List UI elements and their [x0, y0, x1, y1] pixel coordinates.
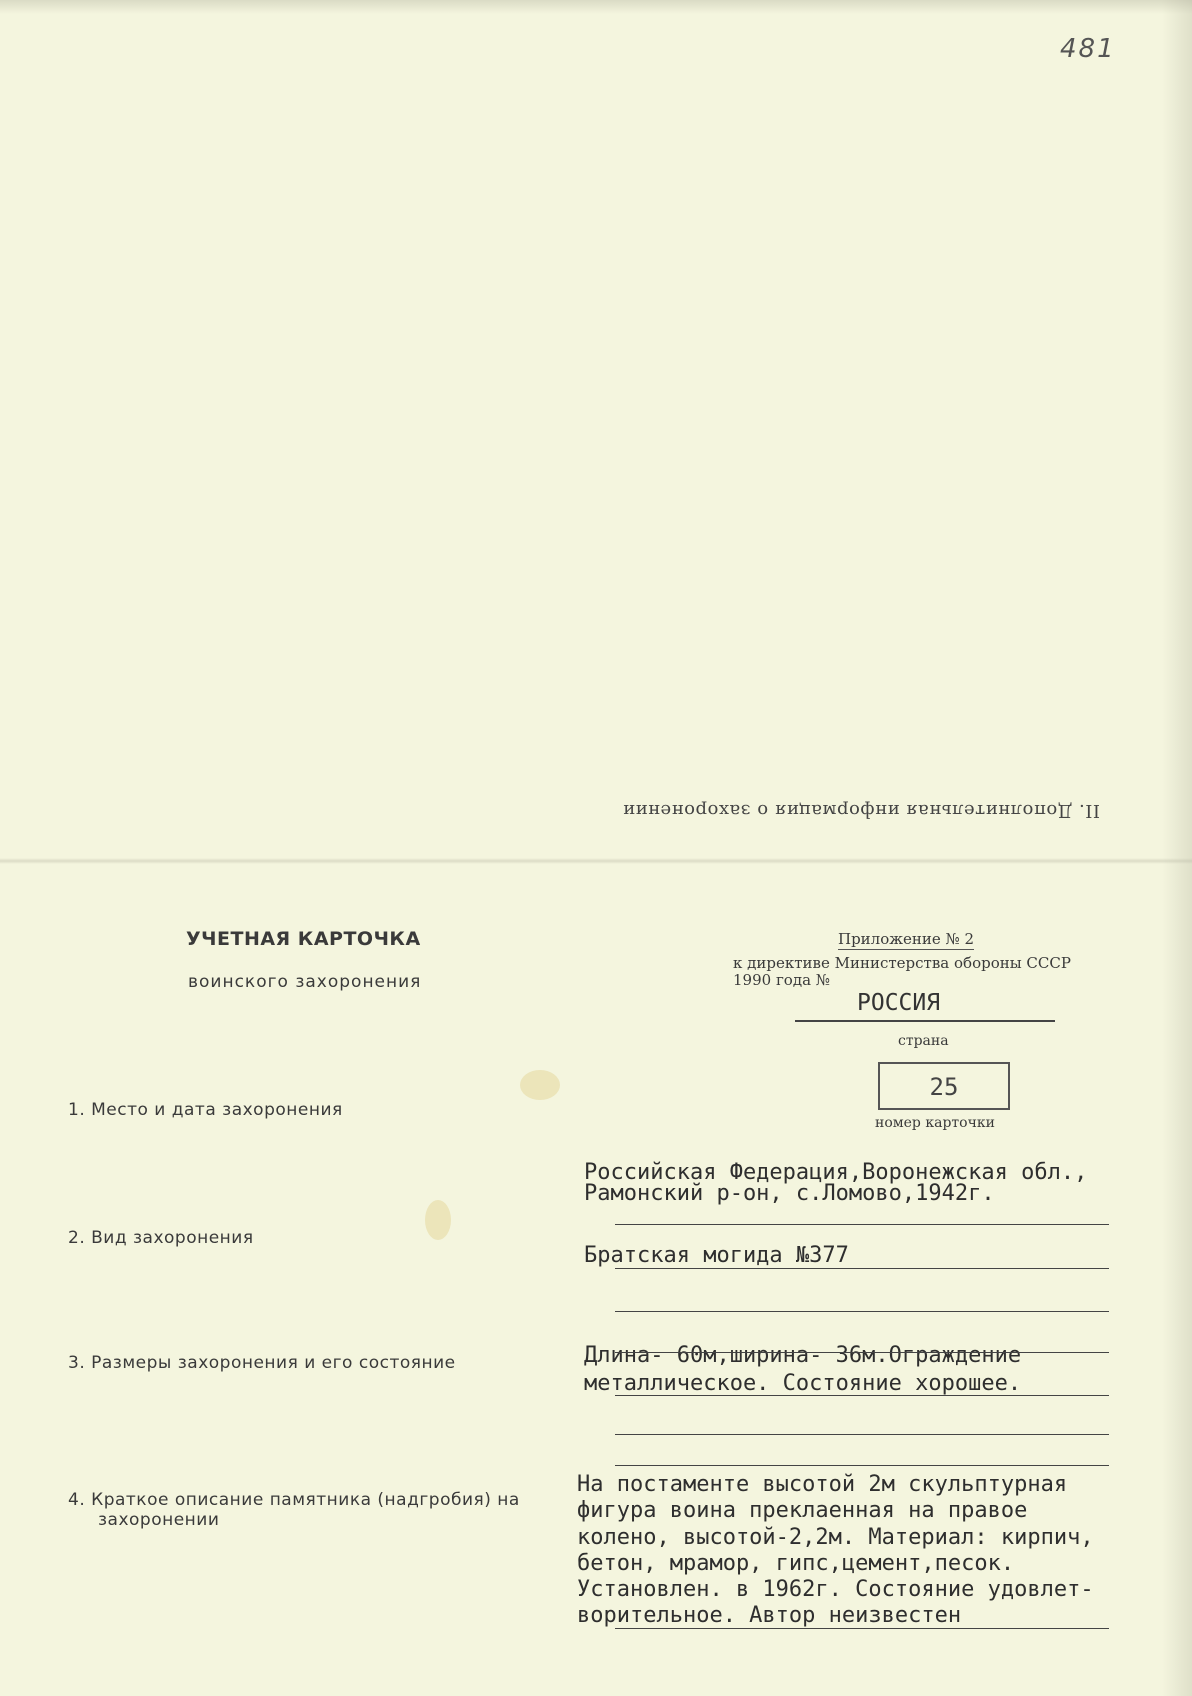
appendix-line: к директиве Министерства обороны СССР	[733, 954, 1071, 972]
card-title: УЧЕТНАЯ КАРТОЧКА	[186, 928, 421, 950]
field-value-line: Длина- 60м,ширина- 36м.Ограждение	[584, 1343, 1022, 1368]
field-label-burial-type: 2. Вид захоронения	[68, 1228, 254, 1248]
field-rule	[615, 1268, 1109, 1269]
field-value-line: фигура воина преклаенная на правое	[577, 1498, 1028, 1523]
field-label-place-date: 1. Место и дата захоронения	[68, 1100, 343, 1120]
field-rule	[615, 1224, 1109, 1225]
country-label: страна	[898, 1033, 949, 1049]
field-value-line: На постаменте высотой 2м скульптурная	[577, 1472, 1068, 1497]
field-value-line: бетон, мрамор, гипс,цемент,песок.	[577, 1551, 1015, 1576]
field-rule	[615, 1352, 1109, 1353]
page-number: 481	[1060, 34, 1116, 64]
field-value-line: Братская могида №377	[584, 1243, 849, 1268]
field-value-line: Российская Федерация,Воронежская обл.,	[584, 1160, 1088, 1185]
appendix-line: 1990 года №	[733, 971, 830, 989]
field-value-line: Установлен. в 1962г. Состояние удовлет-	[577, 1577, 1094, 1602]
appendix-reference	[733, 955, 1103, 989]
field-value-line: ворительное. Автор неизвестен	[577, 1603, 962, 1628]
field-rule	[615, 1395, 1109, 1396]
appendix-title: Приложение № 2	[838, 930, 975, 948]
field-value-line: металлическое. Состояние хорошее.	[584, 1371, 1022, 1396]
field-label-size-condition: 3. Размеры захоронения и его состояние	[68, 1353, 456, 1373]
field-value-line: колено, высотой-2,2м. Материал: кирпич,	[577, 1525, 1094, 1550]
card-number-box: 25	[878, 1062, 1010, 1110]
card-subtitle: воинского захоронения	[188, 972, 422, 992]
field-value-line: Рамонский р-он, с.Ломово,1942г.	[584, 1181, 995, 1206]
field-rule	[615, 1465, 1109, 1466]
country-value: РОССИЯ	[795, 990, 1055, 1022]
field-rule	[615, 1628, 1109, 1629]
stain	[520, 1070, 560, 1100]
card-number-label: номер карточки	[875, 1115, 995, 1131]
field-rule	[615, 1434, 1109, 1435]
field-label-line: 4. Краткое описание памятника (надгробия) на	[68, 1490, 520, 1510]
fold-line	[0, 858, 1192, 864]
field-label-monument-description	[68, 1490, 568, 1530]
field-rule	[615, 1311, 1109, 1312]
reverse-side-heading: II. Дополнительная информация о захоронении	[622, 800, 1100, 821]
field-label-line: захоронении	[98, 1510, 220, 1530]
